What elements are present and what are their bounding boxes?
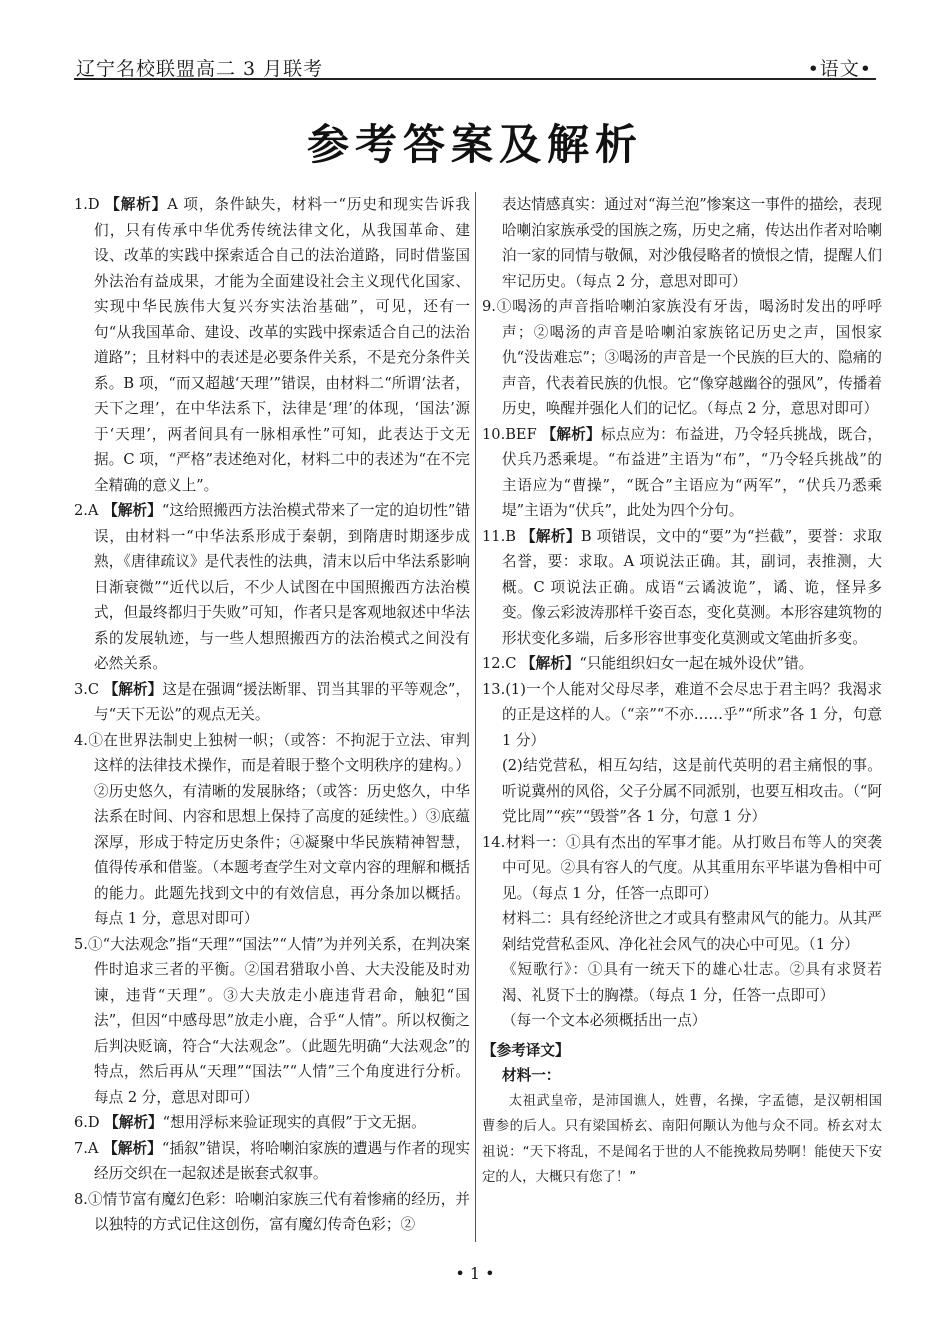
answer-item: 9.①喝汤的声音指哈喇泊家族没有牙齿，喝汤时发出的呼呼声；②喝汤的声音是哈喇泊家族铭记历史之声，国恨家仇“没齿难忘”；③喝汤的声音是一个民族的巨大的、隐痛的声音，代表着民族的仇恨。它“像穿越幽谷的强风”，传播着历史，唤醒并强化人们的记忆。（每点 2 分，意思对即可） — [482, 298, 882, 417]
answer-item: 14.材料一：①具有杰出的军事才能。从打败吕布等人的突袭中可见。②具有容人的气度。从其重用东平毕谌为鲁相中可见。（每点 1 分，任答一点即可） — [482, 833, 882, 902]
page-title: 参考答案及解析 — [306, 120, 643, 169]
column-divider — [475, 192, 476, 1242]
answer-item: 13.(1)一个人能对父母尽孝，难道不会尽忠于君主吗？我渴求的正是这样的人。（“亲”“不亦……乎”“所求”各 1 分，句意 1 分） — [482, 680, 882, 749]
answer-item: 2.A 【解析】“这给照搬西方法治模式带来了一定的迫切性”错误，由材料一“中华法系形成于秦朝，到隋唐时期逐步成熟，《唐律疏议》是代表性的法典，清末以后中华法系影响日渐衰微”“近代以后，不少人试图在中国照搬西方法治模式，但最终都归于失败”可知，作者只是客观地叙述中华法系的发展轨迹，与一些人想照搬西方的法治模式之间没有必然关系。 — [74, 502, 470, 672]
answer-item: 6.D 【解析】“想用浮标来验证现实的真假”于文无据。 — [74, 1114, 426, 1131]
answer-item: 3.C 【解析】这是在强调“援法断罪、罚当其罪的平等观念”，与“天下无讼”的观点无关。 — [74, 680, 470, 723]
page-number: • 1 • — [455, 1264, 495, 1283]
answer-item: 11.B 【解析】B 项错误，文中的“要”为“拦截”，要誉：求取名誉，要：求取。A 项说法正确。其，副词，表推测，大概。C 项说法正确。成语“云谲波诡”，谲、诡，怪异多变。像云彩波涛那样千姿百态，变化莫测。本形容建筑物的形状变化多端，后多形容世事变化莫测或文笔曲折多变。 — [482, 527, 882, 647]
answer-subitem: (2)结党营私，相互勾结，这是前代英明的君主痛恨的事。听说冀州的风俗，父子分属不同派别，也要互相攻击。（“阿党比周”“疾”“毁誉”各 1 分，句意 1 分） — [502, 757, 882, 825]
translation-text: 太祖武皇帝，是沛国谯人，姓曹，名操，字孟德，是汉朝相国曹参的后人。只有梁国桥玄、南阳何颙认为他与众不同。桥玄对太祖说：“天下将乱，不是闻名于世的人不能挽救局势啊！能使天下安定的人，大概只有您了！” — [482, 1093, 882, 1185]
exam-title: 辽宁名校联盟高二 3 月联考 — [76, 58, 324, 80]
answer-item: 8.①情节富有魔幻色彩：哈喇泊家族三代有着惨痛的经历，并以独特的方式记住这创伤，富有魔幻传奇色彩；② — [74, 1190, 470, 1233]
translation-heading: 【参考译文】 — [482, 1041, 570, 1059]
right-column — [482, 192, 882, 1191]
answer-subitem: 材料二：具有经纶济世之才或具有整肃风气的能力。从其严剁结党营私歪风、净化社会风气的决心中可见。（1 分） — [502, 910, 882, 953]
answer-item: 7.A 【解析】“插叙”错误，将哈喇泊家族的遭遇与作者的现实经历交织在一起叙述是嵌套式叙事。 — [74, 1139, 470, 1182]
answer-item: 4.①在世界法制史上独树一帜；（或答：不拘泥于立法、审判这样的法律技术操作，而是着眼于整个文明秩序的建构。）②历史悠久，有清晰的发展脉络；（或答：历史悠久，中华法系在时间、内容和思想上保持了高度的延续性。）③底蕴深厚，形成于特定历史条件；④凝聚中华民族精神智慧，值得传承和借鉴。（本题考查学生对文章内容的理解和概括的能力。此题先找到文中的有效信息，再分条加以概括。每点 1 分，意思对即可） — [74, 731, 470, 927]
subject-label: •语文• — [807, 58, 872, 80]
translation-subheading: 材料一： — [502, 1067, 561, 1084]
page-header — [74, 48, 876, 80]
answer-continuation: 表达情感真实：通过对“海兰泡”惨案这一事件的描绘，表现哈喇泊家族承受的国族之殇，历史之痛，传达出作者对哈喇泊一家的同情与敬佩，对沙俄侵略者的愤恨之情，提醒人们牢记历史。（每点 2 分，意思对即可） — [502, 196, 882, 290]
answer-subitem: 《短歌行》：①具有一统天下的雄心壮志。②具有求贤若渴、礼贤下士的胸襟。（每点 1 分，任答一点即可） — [502, 961, 882, 1004]
answer-item: 5.①“大法观念”指“天理”“国法”“人情”为并列关系，在判决案件时追求三者的平衡。②国君猎取小兽、大夫没能及时劝谏，违背“天理”。③大夫放走小鹿违背君命，触犯“国法”，但因“中感母思”放走小鹿，合乎“人情”。所以权衡之后判决贬谪，符合“大法观念”。（此题先明确“大法观念”的特点，然后再从“天理”“国法”“人情”三个角度进行分析。每点 2 分，意思对即可） — [74, 935, 470, 1106]
answer-item: 1.D 【解析】A 项，条件缺失，材料一“历史和现实告诉我们，只有传承中华优秀传统法律文化，从我国革命、建设、改革的实践中探索适合自己的法治道路，同时借鉴国外法治有益成果，才能为全面建设社会主义现代化国家、实现中华民族伟大复兴夯实法治基础”，可见，还有一句“从我国革命、建设、改革的实践中探索适合自己的法治道路”；且材料中的表述是必要条件关系，不是充分条件关系。B 项，“而又超越‘天理’”错误，由材料二“所谓‘法者，天下之理’，在中华法系下，法律是‘理’的体现，‘国法’源于‘天理’，两者间具有一脉相承性”可知，此表达于文无据。C 项，“严格”表述绝对化，材料二中的表述为“在不完全精确的意义上”。 — [74, 196, 470, 494]
left-column — [74, 192, 470, 1238]
answer-item: 10.BEF 【解析】标点应为：布益进，乃令轻兵挑战，既合，伏兵乃悉乘堤。“布益进”主语为“布”，“乃令轻兵挑战”的主语应为“曹操”，“既合”主语应为“两军”，“伏兵乃悉乘堤”主语为“伏兵”，此处为四个分句。 — [482, 425, 882, 519]
answer-subitem: （每一个文本必须概括出一点） — [502, 1012, 707, 1029]
answer-item: 12.C 【解析】“只能组织妇女一起在城外设伏”错。 — [482, 655, 814, 672]
